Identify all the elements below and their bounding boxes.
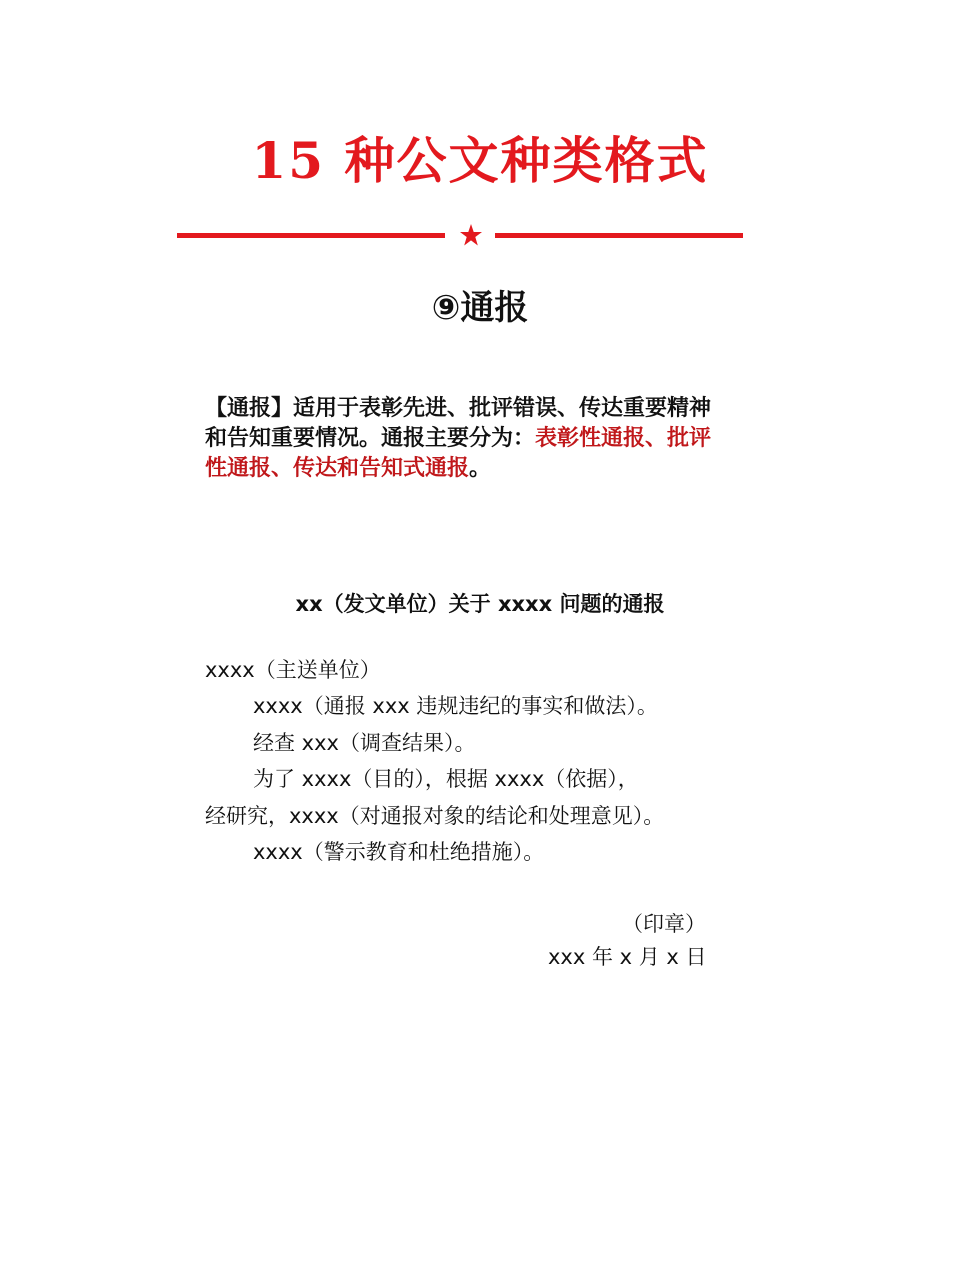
recipient-line: xxxx（主送单位） — [205, 658, 381, 682]
intro-paragraph — [205, 394, 725, 484]
date-line: xxx 年 x 月 x 日 — [548, 945, 707, 969]
seal-line: （印章） — [622, 912, 706, 936]
section-title: ⑨通报 — [431, 288, 529, 328]
body-line-conclusion: 经研究，xxxx（对通报对象的结论和处理意见）。 — [205, 804, 665, 828]
main-title: 15 种公文种类格式 — [251, 131, 709, 190]
body-line-measures: xxxx（警示教育和杜绝措施）。 — [253, 840, 545, 864]
title-divider-right — [495, 233, 743, 238]
star-icon — [458, 222, 484, 248]
intro-lead: 【通报】适用于表彰先进、批评错误、传达重要精神和告知重要情况。通报主要分为： — [205, 396, 712, 451]
title-divider-left — [177, 233, 445, 238]
intro-end: 。 — [469, 456, 492, 481]
body-line-facts: xxxx（通报 xxx 违规违纪的事实和做法）。 — [253, 694, 658, 718]
body-line-investigation: 经查 xxx（调查结果）。 — [253, 731, 476, 755]
document-title: xx（发文单位）关于 xxxx 问题的通报 — [295, 592, 665, 616]
body-line-purpose: 为了 xxxx（目的），根据 xxxx（依据）， — [253, 767, 639, 791]
intro-highlight: 表彰性通报、批评性通报、传达和告知式通报 — [205, 426, 712, 481]
